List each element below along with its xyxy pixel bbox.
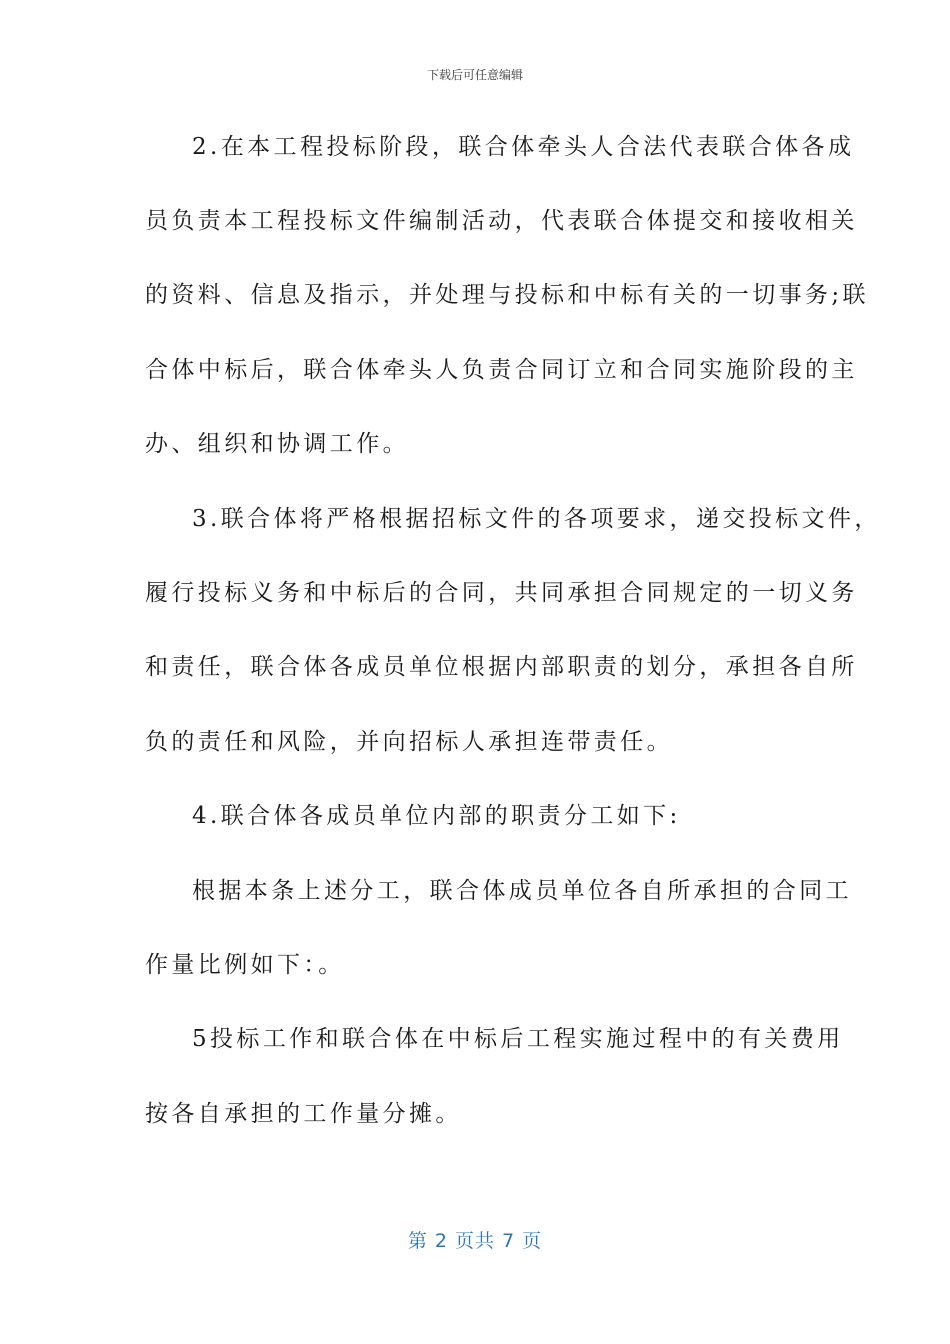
paragraph-5-line-1: 5投标工作和联合体在中标后工程实施过程中的有关费用 [192, 1026, 844, 1052]
paragraph-3-line-4: 负的责任和风险，并向招标人承担连带责任。 [145, 729, 673, 755]
paragraph-4b-line-2: 作量比例如下：。 [145, 952, 345, 978]
paragraph-2-line-1: 2.在本工程投标阶段，联合体牵头人合法代表联合体各成 [192, 134, 855, 160]
paragraph-4-line-1: 4.联合体各成员单位内部的职责分工如下: [192, 803, 681, 829]
paragraph-2-line-4: 合体中标后，联合体牵头人负责合同订立和合同实施阶段的主 [145, 357, 858, 383]
paragraph-2-line-5: 办、组织和协调工作。 [145, 431, 409, 457]
paragraph-4b-line-1: 根据本条上述分工，联合体成员单位各自所承担的合同工 [192, 878, 852, 904]
page-header-note: 下载后可任意编辑 [426, 68, 523, 82]
paragraph-3-line-2: 履行投标义务和中标后的合同，共同承担合同规定的一切义务 [145, 580, 858, 606]
paragraph-2-line-3: 的资料、信息及指示，并处理与投标和中标有关的一切事务;联 [145, 282, 869, 308]
paragraph-3-line-1: 3.联合体将严格根据招标文件的各项要求，递交投标文件， [192, 506, 881, 532]
paragraph-5-line-2: 按各自承担的工作量分摊。 [145, 1101, 462, 1127]
paragraph-3-line-3: 和责任，联合体各成员单位根据内部职责的划分，承担各自所 [145, 654, 858, 680]
paragraph-2-line-2: 员负责本工程投标文件编制活动，代表联合体提交和接收相关 [145, 208, 858, 234]
page-number-footer: 第 2 页共 7 页 [407, 1230, 543, 1252]
